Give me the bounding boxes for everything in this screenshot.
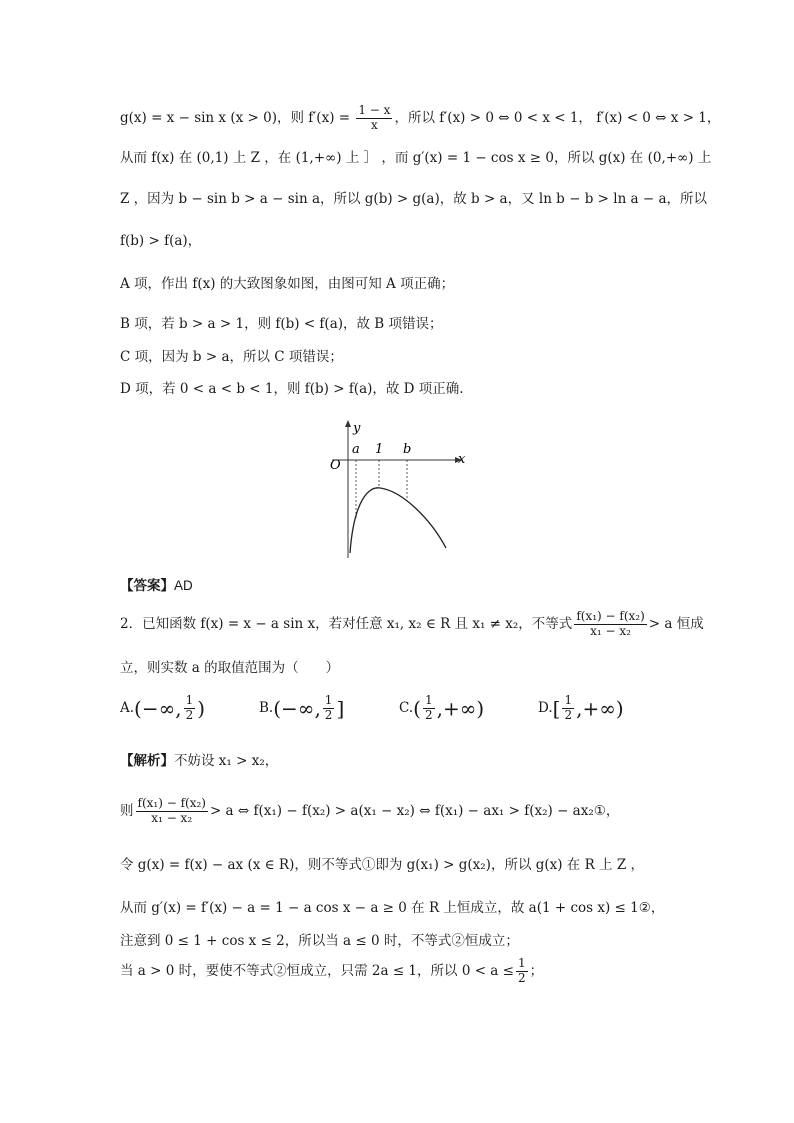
- analysis-line-5: 注意到 0 ≤ 1 + cos x ≤ 2，所以当 a ≤ 0 时，不等式②恒成立；: [120, 933, 519, 949]
- analysis-line-3: 令 g(x) = f(x) − ax (x ∈ R)，则不等式①即为 g(x₁) > g(x₂)，所以 g(x) 在 R 上 Z ，: [120, 857, 645, 873]
- tick-label-a: a: [352, 442, 360, 457]
- analysis-line-6: 当 a > 0 时，要使不等式②恒成立，只需 2a ≤ 1，所以 0 < a ≤ $\frac{1}{2}$ ；: [120, 956, 544, 985]
- x-axis-label: x: [458, 452, 466, 467]
- fraction: $\frac{1}{2}$: [185, 693, 194, 722]
- solution-line-3: Z ，因为 b − sin b > a − sin a，所以 g(b) > g(a)，故 b > a，又 ln b − b > ln a − a，所以: [120, 191, 708, 207]
- option-b-analysis: B 项，若 b > a > 1，则 f(b) < f(a)，故 B 项错误；: [120, 316, 443, 332]
- y-axis-label: y: [353, 421, 361, 436]
- option-d-analysis: D 项，若 0 < a < b < 1，则 f(b) > f(a)，故 D 项正确.: [120, 381, 464, 397]
- analysis-tag: 【解析】: [120, 753, 174, 769]
- solution-line-1: g(x) = x − sin x (x > 0)，则 f′(x) = $\frac{1 - x}{x}$ ，所以 f′(x) > 0 ⇔ 0 < x < 1， f′(x) < 0 ⇔ x > 1，: [120, 103, 721, 132]
- analysis-line-2: 则 $\frac{\text{f(x₁) − f(x₂)}}{\text{x₁ − x₂}}$ > a ⇔ f(x₁) − f(x₂) > a(x₁ − x₂) ⇔ f(x₁) − ax₁ > f(x₂) − ax₂①，: [120, 796, 620, 825]
- fraction: $\frac{1}{2}$: [424, 693, 433, 722]
- function-graph-figure: [312, 418, 472, 563]
- question-2-line-2: 立，则实数 a 的取值范围为（ ）: [120, 660, 340, 676]
- fraction: $\frac{1 - x}{x}$: [358, 103, 391, 132]
- answer-tag: 【答案】: [120, 578, 174, 594]
- option-a-analysis: A 项，作出 f(x) 的大致图象如图，由图可知 A 项正确；: [120, 276, 455, 292]
- fraction: $\frac{\text{f(x₁) − f(x₂)}}{\text{x₁ − x₂}}$: [137, 796, 206, 825]
- solution-line-2: 从而 f(x) 在 (0,1) 上 Z ，在 (1,+∞) 上 ］ ，而 g′(x) = 1 − cos x ≥ 0，所以 g(x) 在 (0,+∞) 上: [120, 150, 712, 166]
- option-a: A.(−∞, $\frac{1}{2}$ ): [120, 693, 206, 722]
- function-curve: [350, 488, 446, 553]
- option-c-analysis: C 项，因为 b > a，所以 C 项错误；: [120, 349, 343, 365]
- option-d: D.[ $\frac{1}{2}$ ,+∞): [538, 693, 624, 722]
- option-c: C.( $\frac{1}{2}$ ,+∞): [399, 693, 485, 722]
- option-b: B.(−∞, $\frac{1}{2}$ ]: [259, 693, 345, 722]
- origin-label: O: [330, 458, 341, 473]
- analysis-line-1: 【解析】不妨设 x₁ > x₂，: [120, 753, 279, 769]
- solution-line-4: f(b) > f(a)，: [120, 233, 202, 249]
- fraction: $\frac{1}{2}$: [564, 693, 573, 722]
- fraction: $\frac{1}{2}$: [517, 956, 526, 985]
- answer-value: AD: [174, 578, 193, 593]
- tick-label-b: b: [403, 442, 412, 457]
- fraction: $\frac{1}{2}$: [324, 693, 333, 722]
- fraction: $\frac{\text{f(x₁) − f(x₂)}}{\text{x₁ − x₂}}$: [576, 609, 645, 638]
- analysis-line-4: 从而 g′(x) = f′(x) − a = 1 − a cos x − a ≥ 0 在 R 上恒成立，故 a(1 + cos x) ≤ 1②，: [120, 900, 665, 916]
- answer-line: [120, 578, 193, 594]
- question-2-line-1: 2．已知函数 f(x) = x − a sin x，若对任意 x₁, x₂ ∈ R 且 x₁ ≠ x₂，不等式 $\frac{\text{f(x₁) − f(x₂)}}{\text{x₁ − x₂}}$ > a 恒成: [120, 609, 704, 638]
- tick-label-1: 1: [375, 442, 384, 457]
- y-axis-arrow: [345, 420, 351, 427]
